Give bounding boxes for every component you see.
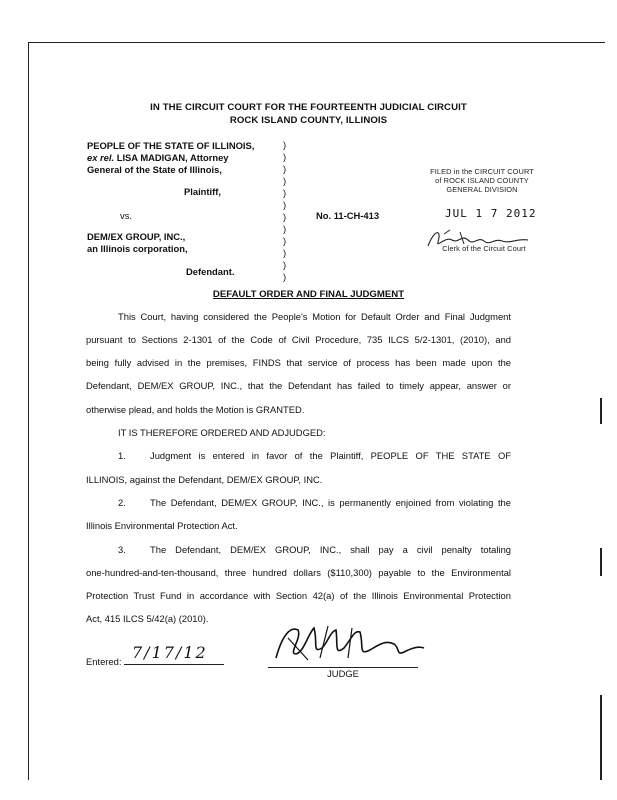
filed-date: JUL 1 7 2012 [445, 207, 537, 220]
judge-signature [268, 618, 428, 668]
item-number: 1. [118, 450, 126, 461]
ordered-heading: IT IS THEREFORE ORDERED AND ADJUDGED: [118, 427, 326, 438]
item-text: one-hundred-and-ten-thousand, three hundred dollars ($110,300) payable to the Environmental [86, 567, 511, 578]
filed-stamp-line3: GENERAL DIVISION [446, 185, 518, 194]
case-number: No. 11-CH-413 [316, 210, 380, 221]
item-number: 2. [118, 497, 126, 508]
versus: vs. [120, 210, 132, 221]
plaintiff-relator-title: General of the State of Illinois, [87, 164, 222, 175]
filed-stamp-line2: of ROCK ISLAND COUNTY [435, 176, 529, 185]
court-name: IN THE CIRCUIT COURT FOR THE FOURTEENTH JUDICIAL CIRCUIT [150, 102, 467, 113]
entered-label: Entered: [86, 656, 122, 667]
item-text: Judgment is entered in favor of the Plaintiff, PEOPLE OF THE STATE OF [150, 450, 511, 461]
scan-mark [600, 548, 602, 576]
judge-label: JUDGE [327, 668, 359, 679]
scan-mark [600, 398, 602, 424]
clerk-label: Clerk of the Circuit Court [442, 244, 526, 253]
entered-date-line [124, 643, 224, 665]
defendant-name: DEM/EX GROUP, INC., [87, 231, 186, 242]
order-title: DEFAULT ORDER AND FINAL JUDGMENT [212, 289, 405, 300]
county-name: ROCK ISLAND COUNTY, ILLINOIS [229, 115, 388, 126]
item-text: The Defendant, DEM/EX GROUP, INC., shall pay a civil penalty totaling [150, 544, 511, 555]
item-text: ILLINOIS, against the Defendant, DEM/EX GROUP, INC. [86, 474, 323, 485]
paragraph-line: Defendant, DEM/EX GROUP, INC., that the Defendant has failed to timely appear, answer or [86, 380, 511, 391]
paragraph-line: being fully advised in the premises, FINDS that service of process has been made upon the [86, 357, 511, 368]
filed-stamp-line1: FILED in the CIRCUIT COURT [430, 167, 534, 176]
plaintiff-label: Plaintiff, [184, 186, 221, 197]
paragraph-line: pursuant to Sections 2-1301 of the Code of Civil Procedure, 735 ILCS 5/2-1301, (2010), and [86, 334, 511, 345]
defendant-label: Defendant. [186, 266, 235, 277]
relator-name: LISA MADIGAN, Attorney [114, 152, 229, 163]
plaintiff-name: PEOPLE OF THE STATE OF ILLINOIS, [87, 140, 255, 151]
item-number: 3. [118, 544, 126, 555]
paragraph-line: This Court, having considered the People's Motion for Default Order and Final Judgment [118, 311, 511, 322]
item-text: Act, 415 ILCS 5/42(a) (2010). [86, 613, 209, 624]
paragraph-line: otherwise plead, and holds the Motion is GRANTED. [86, 404, 305, 415]
caption-separator: ) ) ) ) ) ) ) ) ) ) ) ) [283, 139, 287, 282]
ex-rel-text: ex rel. [87, 152, 115, 163]
scan-mark [600, 695, 602, 780]
item-text: Protection Trust Fund in accordance with Section 42(a) of the Illinois Environmental Protection [86, 590, 511, 601]
item-text: The Defendant, DEM/EX GROUP, INC., is permanently enjoined from violating the [150, 497, 511, 508]
plaintiff-relator [87, 152, 229, 163]
entered-date: 7/17/12 [132, 643, 208, 662]
item-text: Illinois Environmental Protection Act. [86, 520, 238, 531]
defendant-description: an Illinois corporation, [87, 243, 188, 254]
